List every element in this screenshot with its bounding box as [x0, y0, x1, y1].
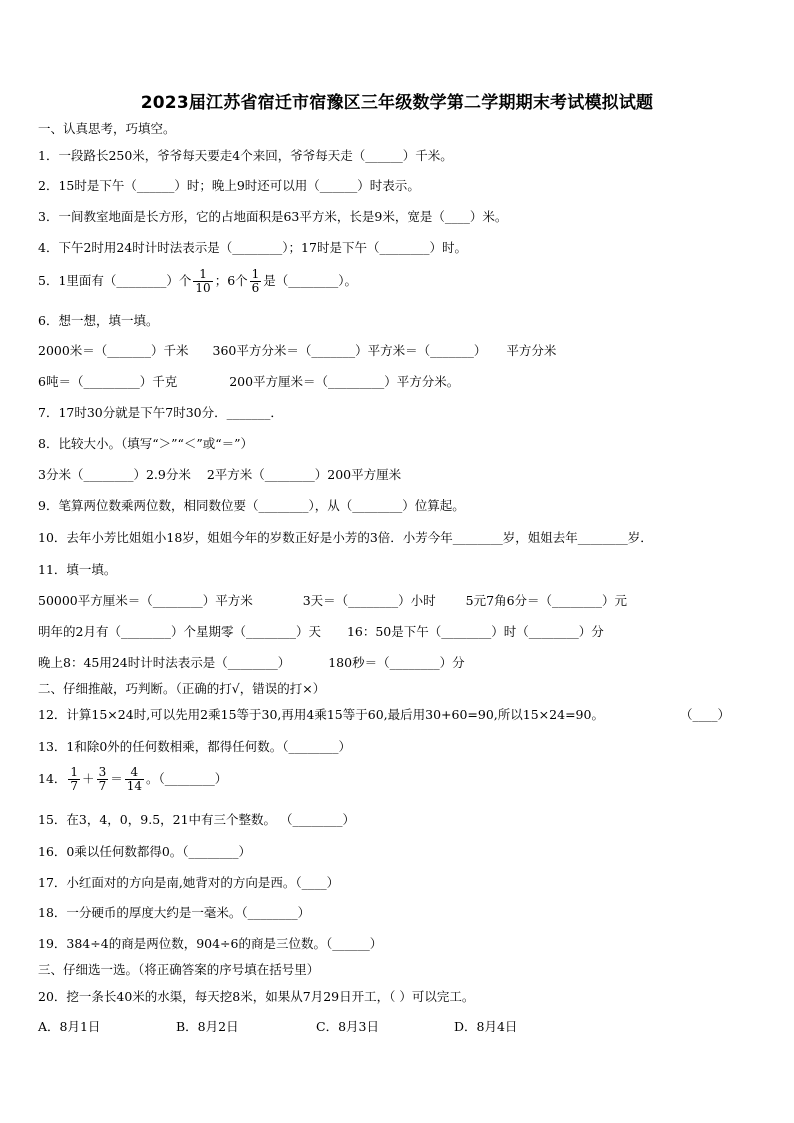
question-11-row-3 [38, 655, 465, 671]
fraction-numerator: 1 [70, 765, 79, 779]
fraction-1-10 [193, 268, 212, 295]
question-11-row-2 [38, 624, 604, 640]
option-b: B．8月2日 [176, 1019, 239, 1034]
question-9: 9．笔算两位数乘两位数，相同数位要（________），从（________）位算起。 [38, 498, 465, 513]
question-13: 13．1和除0外的任何数相乘，都得任何数。（________） [38, 739, 352, 754]
question-6d: 6吨＝（_________）千克 [38, 374, 178, 389]
question-3: 3．一间教室地面是长方形，它的占地面积是63平方米，长是9米，宽是（____）米。 [38, 209, 508, 224]
question-17: 17．小红面对的方向是南,她背对的方向是西。（____） [38, 875, 340, 890]
question-19: 19．384÷4的商是两位数，904÷6的商是三位数。（______） [38, 936, 383, 951]
question-6c: 平方分米 [506, 343, 557, 358]
question-18: 18．一分硬币的厚度大约是一毫米。（________） [38, 905, 311, 920]
question-12 [38, 707, 604, 723]
question-16: 16．0乘以任何数都得0。（________） [38, 844, 252, 859]
question-11g: 180秒＝（________）分 [328, 655, 465, 670]
question-12-answer-blank: （____） [680, 707, 731, 722]
section-heading-3: 三、仔细选一选。（将正确答案的序号填在括号里） [38, 962, 320, 977]
question-1: 1．一段路长250米，爷爷每天要走4个来回，爷爷每天走（______）千米。 [38, 148, 453, 163]
question-5-part-c: 是（________）。 [263, 273, 358, 288]
fraction-denominator: 7 [98, 779, 107, 793]
question-5-part-a: 5．1里面有（________）个 [38, 273, 192, 288]
question-11e: 16：50是下午（________）时（________）分 [346, 624, 604, 639]
question-5 [38, 268, 357, 295]
fraction-3-7 [97, 766, 109, 793]
section-heading-1: 一、认真思考，巧填空。 [38, 121, 176, 136]
fraction-numerator: 3 [98, 765, 107, 779]
fraction-numerator: 1 [251, 267, 260, 281]
option-d: D．8月4日 [454, 1019, 518, 1034]
question-10: 10．去年小芳比姐姐小18岁，姐姐今年的岁数正好是小芳的3倍．小芳今年________岁，姐姐去年________岁． [38, 530, 653, 545]
option-c: C．8月3日 [316, 1019, 379, 1034]
question-6: 6．想一想，填一填。 [38, 313, 159, 328]
question-8a: 3分米（________）2.9分米 [38, 467, 191, 482]
option-a: A．8月1日 [38, 1019, 101, 1034]
page-title: 2023届江苏省宿迁市宿豫区三年级数学第二学期期末考试模拟试题 [140, 93, 654, 113]
question-11c: 5元7角6分＝（________）元 [465, 593, 628, 608]
question-4: 4．下午2时用24时计时法表示是（________）；17时是下午（________）时。 [38, 240, 467, 255]
question-11f: 晚上8：45用24时计时法表示是（________） [38, 655, 291, 670]
question-6-row-1 [38, 343, 556, 359]
question-20: 20．挖一条长40米的水渠，每天挖8米，如果从7月29日开工，（ ）可以完工。 [38, 989, 475, 1004]
question-11b: 3天＝（________）小时 [302, 593, 436, 608]
question-11a: 50000平方厘米＝（________）平方米 [38, 593, 253, 608]
question-14-tail: 。（________） [146, 771, 228, 786]
question-8-row [38, 467, 401, 483]
question-6-row-2 [38, 374, 459, 390]
question-7: 7．17时30分就是下午7时30分．_______． [38, 405, 283, 420]
question-5-part-b: ；6个 [214, 273, 248, 288]
fraction-denominator: 14 [126, 779, 142, 793]
equals-sign: ＝ [110, 771, 123, 786]
question-8b: 2平方米（________）200平方厘米 [206, 467, 402, 482]
question-2: 2．15时是下午（______）时；晚上9时还可以用（______）时表示。 [38, 178, 420, 193]
plus-sign: ＋ [82, 771, 95, 786]
section-heading-2: 二、仔细推敲，巧判断。（正确的打√，错误的打×） [38, 681, 326, 696]
question-15: 15．在3，4，0，9.5，21中有三个整数。 （________） [38, 812, 356, 827]
question-14-number: 14． [38, 771, 67, 786]
question-11d: 明年的2月有（________）个星期零（________）天 [38, 624, 321, 639]
fraction-1-7 [68, 766, 80, 793]
question-11: 11．填一填。 [38, 562, 117, 577]
question-14 [38, 766, 227, 793]
fraction-numerator: 4 [125, 766, 144, 780]
question-6e: 200平方厘米＝（_________）平方分米。 [229, 374, 460, 389]
question-20-options [38, 1019, 517, 1035]
question-8: 8．比较大小。（填写“＞”“＜”或“＝”） [38, 436, 254, 451]
fraction-denominator: 6 [251, 281, 260, 295]
fraction-4-14 [125, 766, 144, 793]
question-6b: 360平方分米＝（_______）平方米＝（_______） [212, 343, 487, 358]
fraction-numerator: 1 [193, 268, 212, 282]
fraction-1-6 [250, 268, 262, 295]
question-12-text: 12．计算15×24时,可以先用2乘15等于30,再用4乘15等于60,最后用30+60=90,所以15×24=90。 [38, 707, 604, 722]
question-11-row-1 [38, 593, 627, 609]
fraction-denominator: 10 [195, 281, 211, 295]
question-6a: 2000米＝（_______）千米 [38, 343, 189, 358]
fraction-denominator: 7 [70, 779, 79, 793]
